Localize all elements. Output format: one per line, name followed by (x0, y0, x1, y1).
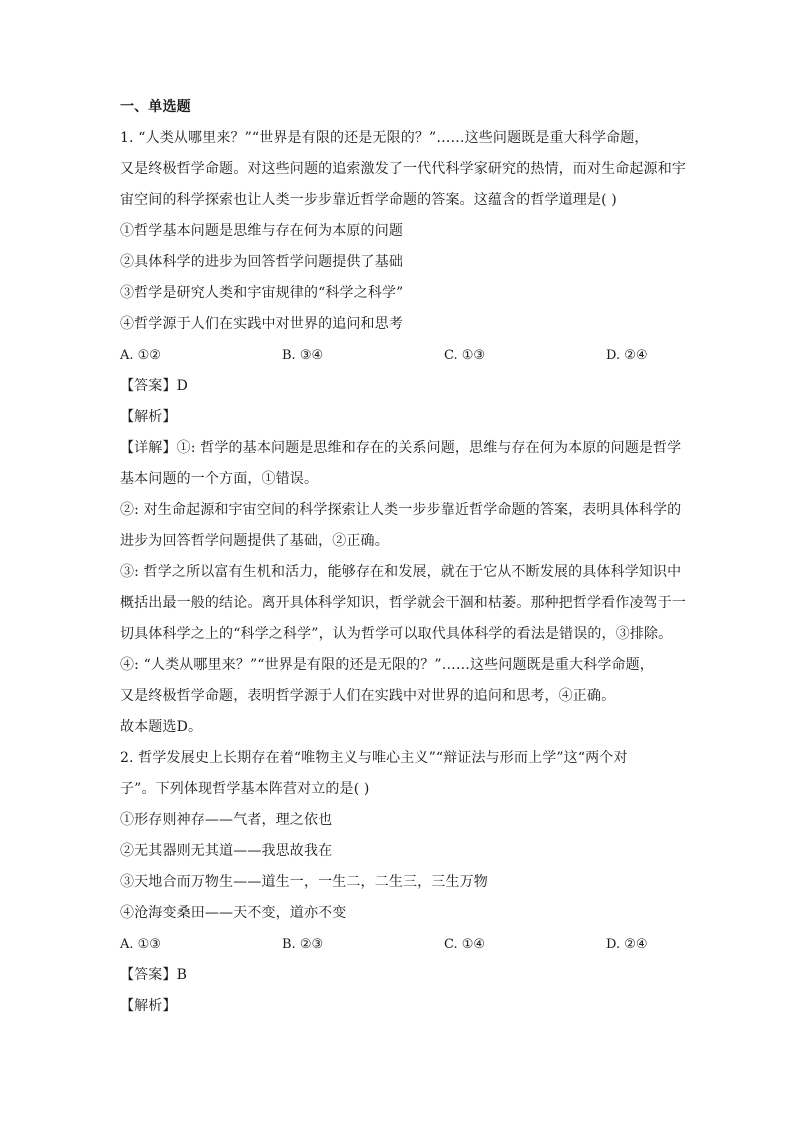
option-c: C. ①③ (444, 348, 486, 363)
explanation-line: 切具体科学之上的“科学之科学”，认为哲学可以取代具体科学的看法是错误的，③排除。 (120, 626, 673, 642)
option-b: B. ③④ (282, 348, 324, 363)
question-2 (120, 743, 680, 1022)
explanation-line: 进步为回答哲学问题提供了基础，②正确。 (120, 533, 389, 549)
answer-line: 【答案】D (120, 378, 188, 394)
explanation-line: ②: 对生命起源和宇宙空间的科学探索让人类一步步靠近哲学命题的答案，表明具体科学的 (120, 502, 682, 518)
analysis-label: 【解析】 (120, 409, 177, 425)
explanation-line: 【详解】①: 哲学的基本问题是思维和存在的关系问题，思维与存在何为本原的问题是哲学 (120, 440, 682, 456)
option-b: B. ②③ (282, 937, 324, 952)
question-1 (120, 123, 686, 743)
option-a: A. ①③ (120, 937, 161, 952)
explanation-line: 基本问题的一个方面，①错误。 (120, 471, 319, 487)
section-title: 一、单选题 (120, 99, 191, 115)
explanation-line: ③: 哲学之所以富有生机和活力，能够存在和发展，就在于它从不断发展的具体科学知识中 (120, 564, 682, 580)
statement: ①形存则神存——气者，理之依也 (120, 812, 333, 828)
statement: ④哲学源于人们在实践中对世界的追问和思考 (120, 316, 403, 332)
explanation-line: ④: “人类从哪里来？”“世界是有限的还是无限的？”……这些问题既是重大科学命题， (120, 657, 654, 673)
answer-options (120, 929, 680, 960)
explanation-line: 故本题选D。 (120, 719, 203, 735)
statement: ②具体科学的进步为回答哲学问题提供了基础 (120, 254, 403, 270)
explanation-line: 又是终极哲学命题，表明哲学源于人们在实践中对世界的追问和思考，④正确。 (120, 688, 616, 704)
question-stem-line: 2. 哲学发展史上长期存在着“唯物主义与唯心主义”“辩证法与形而上学”这“两个对 (120, 750, 628, 766)
question-stem-line: 宙空间的科学探索也让人类一步步靠近哲学命题的答案。这蕴含的哲学道理是( ) (120, 192, 617, 208)
question-stem-line: 1. “人类从哪里来？”“世界是有限的还是无限的？”……这些问题既是重大科学命题， (120, 130, 649, 146)
answer-line: 【答案】B (120, 967, 188, 983)
option-c: C. ①④ (444, 937, 486, 952)
statement: ①哲学基本问题是思维与存在何为本原的问题 (120, 223, 403, 239)
explanation-line: 概括出最一般的结论。离开具体科学知识，哲学就会干涸和枯萎。那种把哲学看作凌驾于一 (120, 595, 686, 611)
option-a: A. ①② (120, 348, 161, 363)
answer-options (120, 340, 680, 371)
question-stem-line: 又是终极哲学命题。对这些问题的追索激发了一代代科学家研究的热情，而对生命起源和宇 (120, 161, 686, 177)
statement: ③哲学是研究人类和宇宙规律的“科学之科学” (120, 285, 404, 301)
question-stem-line: 子”。下列体现哲学基本阵营对立的是( ) (120, 781, 370, 797)
analysis-label: 【解析】 (120, 998, 177, 1014)
option-d: D. ②④ (606, 937, 648, 952)
statement: ②无其器则无其道——我思故我在 (120, 843, 333, 859)
statement: ④沧海变桑田——天不变，道亦不变 (120, 905, 347, 921)
option-d: D. ②④ (606, 348, 648, 363)
statement: ③天地合而万物生——道生一，一生二，二生三，三生万物 (120, 874, 488, 890)
document-page (120, 92, 686, 1022)
